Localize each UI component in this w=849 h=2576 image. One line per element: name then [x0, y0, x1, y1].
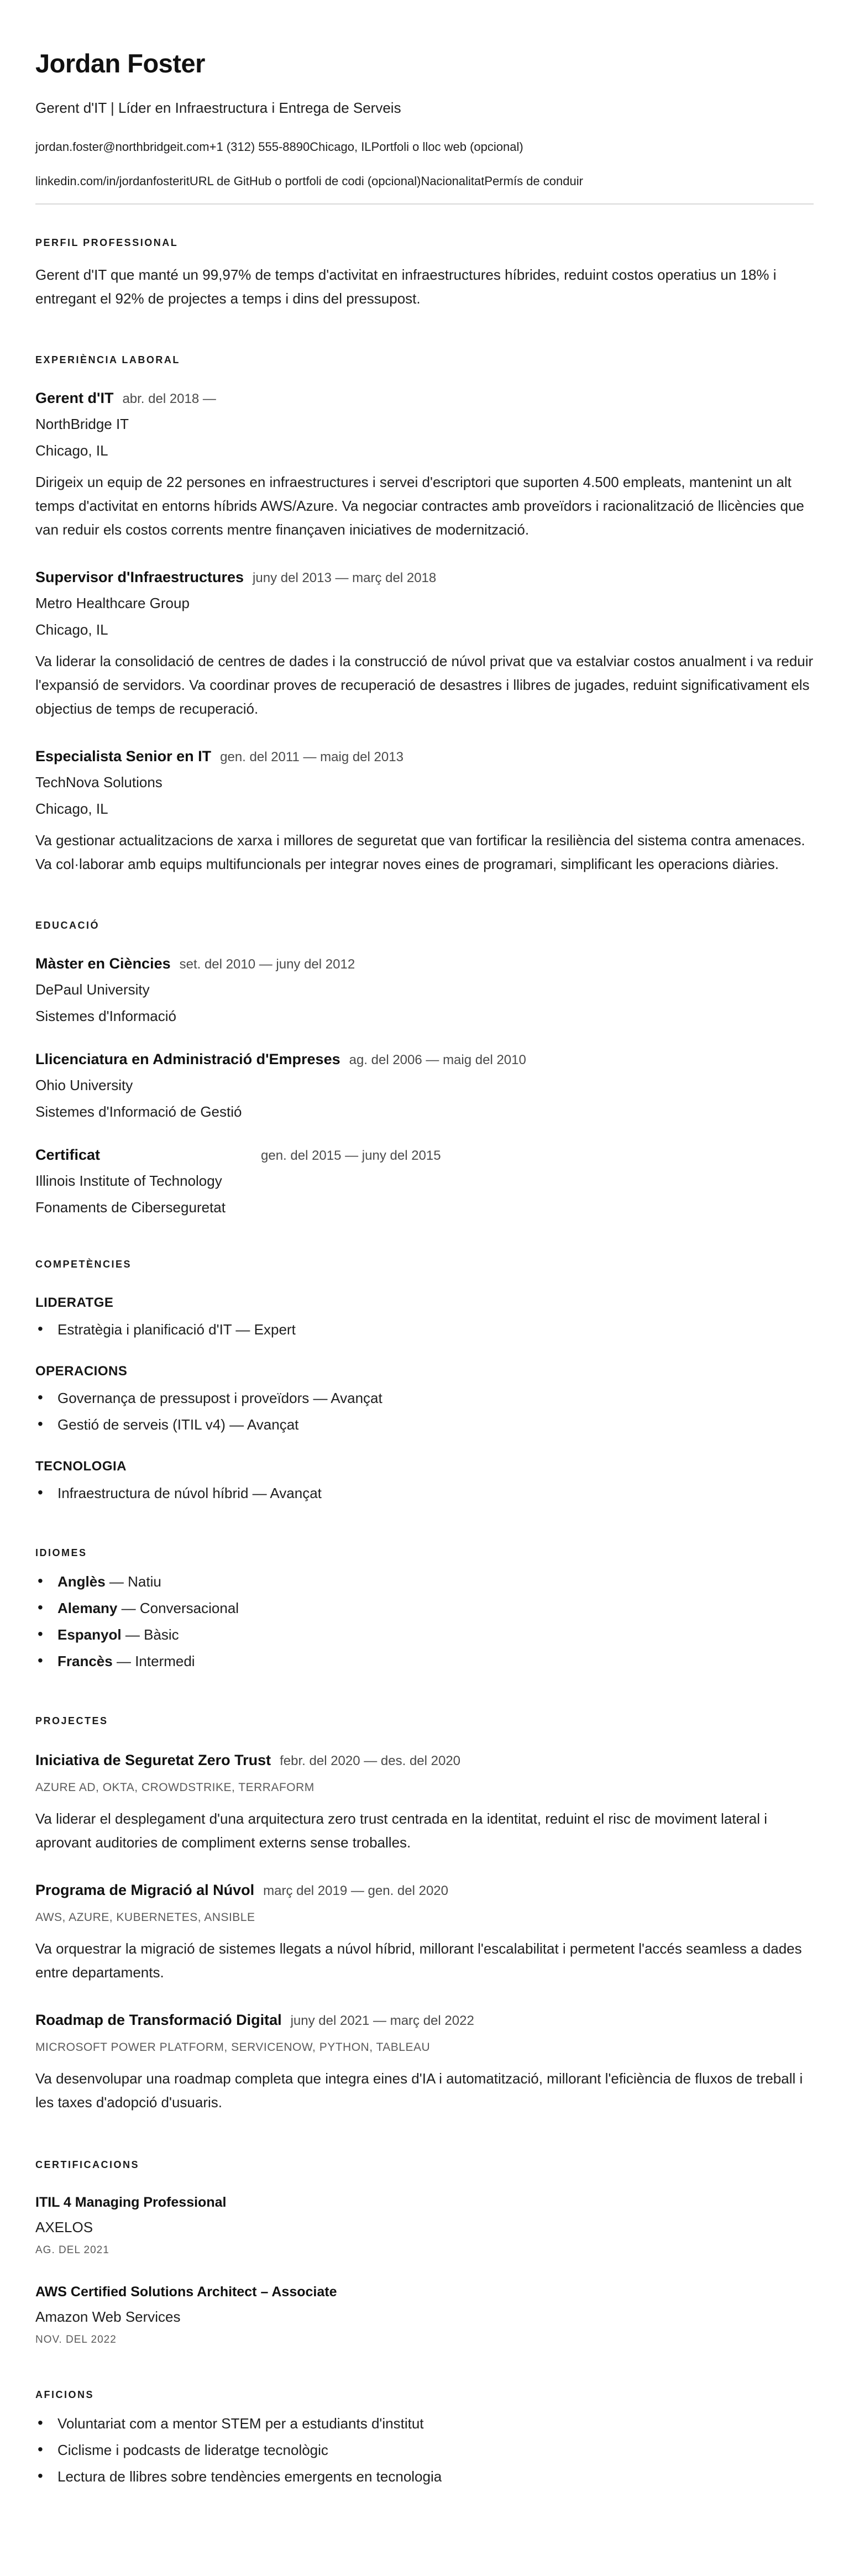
skill-item: • Gestió de serveis (ITIL v4) — Avançat [57, 1416, 814, 1433]
language-separator: — [125, 1626, 140, 1643]
skill-category: OPERACIONS [35, 1364, 128, 1379]
project-entry [35, 1881, 814, 1985]
language-item [57, 1573, 814, 1590]
project-stack: AWS, AZURE, KUBERNETES, ANSIBLE [35, 1911, 255, 1924]
language-item [57, 1600, 814, 1616]
entry-company: Metro Healthcare Group [35, 595, 190, 611]
education-entry [35, 955, 814, 1024]
experience-entry [35, 747, 814, 876]
skill-category: LIDERATGE [35, 1295, 114, 1310]
entry-title-row [35, 1146, 814, 1164]
school: Illinois Institute of Technology [35, 1172, 222, 1189]
hobby-item: • Voluntariat com a mentor STEM per a estudiants d'institut [57, 2415, 814, 2432]
skill-group [35, 1458, 814, 1501]
section-label: IDIOMES [35, 1547, 87, 1558]
entry-title-row [35, 1050, 814, 1069]
skill-group [35, 1295, 814, 1338]
hobby-item: • Lectura de llibres sobre tendències emergents en tecnologia [57, 2468, 814, 2485]
skill-category: TECNOLOGIA [35, 1459, 127, 1474]
language-item [57, 1626, 814, 1643]
project-entry [35, 2011, 814, 2114]
certification-entry [35, 2194, 814, 2257]
section-label: AFICIONS [35, 2389, 95, 2400]
contact-github: URL de GitHub o portfoli de codi (opcional) [189, 174, 421, 188]
entry-description: Dirigeix un equip de 22 persones en infraestructures i servei d'escriptori que suporten 4.500 empleats, mantenint un alt temps d'activitat en entorns híbrids AWS/Azure. Va negociar contractes amb proveïdors i racionalització de llicències que van reduir els costos corrents mentre finançaven iniciatives de modernització. [35, 474, 804, 538]
language-item [57, 1653, 814, 1669]
person-name: Jordan Foster [35, 49, 205, 78]
entry-title-row [35, 1751, 814, 1769]
section-experience [35, 354, 814, 876]
language-separator: — [116, 1653, 131, 1669]
hobby-item: • Ciclisme i podcasts de lideratge tecnològic [57, 2442, 814, 2458]
certification-name: AWS Certified Solutions Architect – Associate [35, 2284, 337, 2300]
entry-company: NorthBridge IT [35, 416, 129, 432]
section-hobbies [35, 2389, 814, 2485]
entry-dates: set. del 2010 — juny del 2012 [179, 957, 355, 972]
project-dates: febr. del 2020 — des. del 2020 [280, 1753, 461, 1768]
entry-title-row [35, 568, 814, 587]
entry-dates: gen. del 2015 — juny del 2015 [261, 1148, 441, 1163]
school: DePaul University [35, 981, 150, 998]
hobby-list [35, 2415, 814, 2485]
project-description: Va orquestrar la migració de sistemes llegats a núvol híbrid, millorant l'escalabilitat i permetent l'accés seamless a dades entre departaments. [35, 1940, 802, 1981]
entry-title: Supervisor d'Infraestructures [35, 569, 244, 585]
entry-company: TechNova Solutions [35, 774, 163, 790]
profile-text: Gerent d'IT que manté un 99,97% de temps d'activitat en infraestructures híbrides, reduint costos operatius un 18% i entregant el 92% de projectes a temps i dins del pressupost. [35, 266, 777, 307]
contact-location: Chicago, IL [310, 140, 371, 154]
section-label: PROJECTES [35, 1715, 108, 1726]
entry-description: Va gestionar actualitzacions de xarxa i millores de seguretat que van fortificar la resiliència del sistema contra amenaces. Va col·laborar amb equips multifuncionals per integrar noves eines de programari, simplificant les operacions diàries. [35, 832, 805, 872]
entry-title-row [35, 747, 814, 766]
language-level: Intermedi [135, 1653, 195, 1669]
certification-entries [35, 2194, 814, 2347]
contact-linkedin: linkedin.com/in/jordanfosterit [35, 174, 190, 188]
entry-location: Chicago, IL [35, 800, 108, 817]
project-title: Roadmap de Transformació Digital [35, 2012, 282, 2028]
skill-groups [35, 1295, 814, 1501]
project-entries [35, 1751, 814, 2114]
language-name: Francès [57, 1653, 113, 1669]
skill-list [35, 1390, 814, 1433]
project-stack: MICROSOFT POWER PLATFORM, SERVICENOW, PYTHON, TABLEAU [35, 2041, 431, 2054]
section-education [35, 919, 814, 1215]
skill-item: • Estratègia i planificació d'IT — Expert [57, 1321, 814, 1338]
project-dates: març del 2019 — gen. del 2020 [263, 1883, 448, 1898]
experience-entries [35, 389, 814, 876]
certification-date: NOV. DEL 2022 [35, 2334, 117, 2345]
contact-email: jordan.foster@northbridgeit.com [35, 140, 209, 154]
section-skills [35, 1258, 814, 1501]
education-entry [35, 1050, 814, 1119]
section-languages [35, 1547, 814, 1669]
section-profile [35, 237, 814, 311]
language-separator: — [121, 1600, 136, 1616]
entry-title-row [35, 2011, 814, 2029]
section-label: PERFIL PROFESSIONAL [35, 237, 179, 248]
entry-title-row [35, 1881, 814, 1899]
experience-entry [35, 568, 814, 721]
section-projects [35, 1715, 814, 2114]
school: Ohio University [35, 1077, 133, 1093]
entry-dates: juny del 2013 — març del 2018 [253, 570, 437, 585]
section-label: COMPETÈNCIES [35, 1259, 132, 1270]
field-of-study: Sistemes d'Informació de Gestió [35, 1103, 242, 1120]
entry-dates: abr. del 2018 — [122, 391, 216, 406]
certification-issuer: Amazon Web Services [35, 2308, 181, 2325]
language-name: Anglès [57, 1573, 106, 1590]
language-name: Espanyol [57, 1626, 122, 1643]
entry-location: Chicago, IL [35, 621, 108, 638]
section-certifications [35, 2159, 814, 2347]
job-subtitle: Gerent d'IT | Líder en Infraestructura i Entrega de Serveis [35, 100, 401, 116]
contact-driving-license: Permís de conduir [484, 174, 583, 188]
entry-dates: gen. del 2011 — maig del 2013 [220, 750, 403, 765]
skill-item: • Infraestructura de núvol híbrid — Avançat [57, 1485, 814, 1501]
degree-title: Llicenciatura en Administració d'Empreses [35, 1051, 340, 1067]
certification-date: AG. DEL 2021 [35, 2244, 109, 2256]
entry-location: Chicago, IL [35, 442, 108, 459]
language-list [35, 1573, 814, 1669]
degree-title: Màster en Ciències [35, 955, 171, 972]
contact-line-2 [35, 174, 814, 189]
skill-group [35, 1363, 814, 1433]
project-description: Va liderar el desplegament d'una arquitectura zero trust centrada en la identitat, reduint el risc de moviment lateral i aprovant auditories de compliment externs sense troballes. [35, 1810, 767, 1851]
resume-header [35, 49, 814, 205]
entry-description: Va liderar la consolidació de centres de dades i la construcció de núvol privat que va estalviar costos anualment i va reduir l'expansió de servidors. Va coordinar proves de recuperació de desastres i llibres de jugades, reduint significativament els objectius de temps de recuperació. [35, 653, 814, 717]
project-stack: AZURE AD, OKTA, CROWDSTRIKE, TERRAFORM [35, 1781, 315, 1794]
field-of-study: Sistemes d'Informació [35, 1008, 176, 1024]
skill-list [35, 1485, 814, 1501]
entry-title: Gerent d'IT [35, 390, 114, 406]
language-name: Alemany [57, 1600, 118, 1616]
field-of-study: Fonaments de Ciberseguretat [35, 1199, 226, 1216]
skill-item: • Governança de pressupost i proveïdors — Avançat [57, 1390, 814, 1406]
education-entry [35, 1146, 814, 1215]
section-label: EXPERIÈNCIA LABORAL [35, 354, 180, 365]
skill-list [35, 1321, 814, 1338]
section-label: EDUCACIÓ [35, 920, 100, 931]
entry-title-row [35, 955, 814, 973]
contact-phone: +1 (312) 555-8890 [209, 140, 310, 154]
project-title: Iniciativa de Seguretat Zero Trust [35, 1752, 271, 1768]
certification-issuer: AXELOS [35, 2219, 93, 2235]
header-divider [35, 203, 814, 205]
certification-name: ITIL 4 Managing Professional [35, 2195, 227, 2210]
entry-dates: ag. del 2006 — maig del 2010 [349, 1053, 526, 1067]
section-label: CERTIFICACIONS [35, 2159, 139, 2170]
language-level: Natiu [128, 1573, 161, 1590]
project-entry [35, 1751, 814, 1855]
degree-title: Certificat [35, 1146, 101, 1163]
contact-nationality: Nacionalitat [421, 174, 485, 188]
certification-entry [35, 2284, 814, 2347]
language-separator: — [109, 1573, 124, 1590]
entry-title: Especialista Senior en IT [35, 748, 212, 765]
project-title: Programa de Migració al Núvol [35, 1882, 255, 1898]
education-entries [35, 955, 814, 1215]
contact-line-1 [35, 139, 814, 155]
contact-website: Portfoli o lloc web (opcional) [371, 140, 523, 154]
experience-entry [35, 389, 814, 542]
project-dates: juny del 2021 — març del 2022 [290, 2013, 474, 2028]
project-description: Va desenvolupar una roadmap completa que integra eines d'IA i automatització, millorant l'eficiència de fluxos de treball i les taxes d'adopció d'usuaris. [35, 2070, 803, 2111]
entry-title-row [35, 389, 814, 407]
language-level: Conversacional [139, 1600, 239, 1616]
language-level: Bàsic [144, 1626, 179, 1643]
